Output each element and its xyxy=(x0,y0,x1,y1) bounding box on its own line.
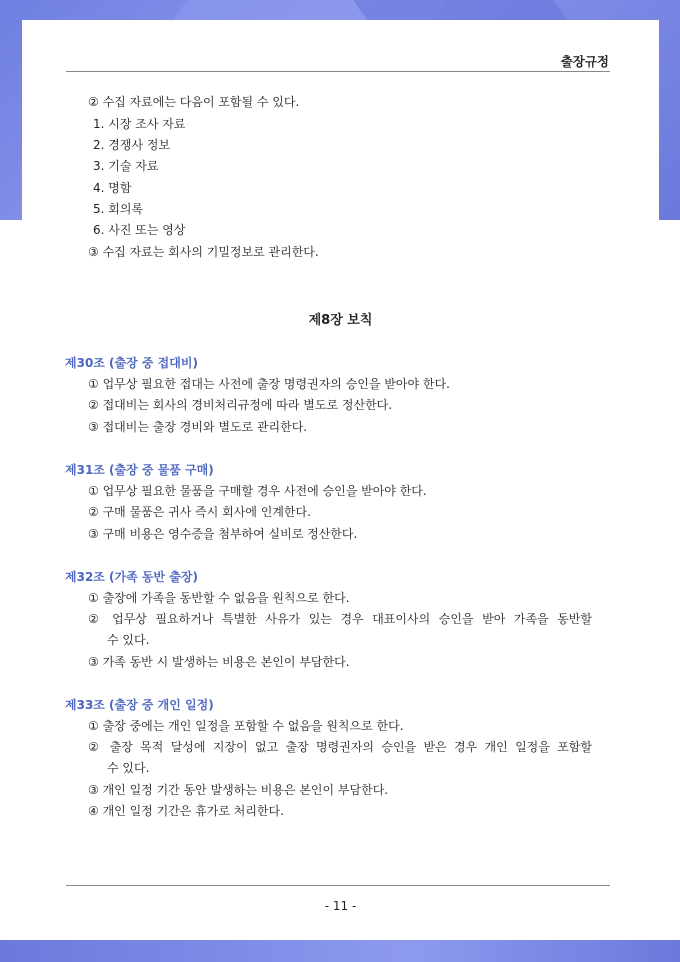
list-item: ① 업무상 필요한 접대는 사전에 출장 명령권자의 승인을 받아야 한다. xyxy=(88,377,450,391)
list-item: 5. 회의록 xyxy=(93,202,144,216)
list-item: ③ 접대비는 출장 경비와 별도로 관리한다. xyxy=(88,420,308,434)
list-item-continuation: 수 있다. xyxy=(107,633,150,647)
list-item: 6. 사진 또는 영상 xyxy=(93,223,186,237)
list-item: ④ 개인 일정 기간은 휴가로 처리한다. xyxy=(88,804,284,818)
list-item: ① 출장 중에는 개인 일정을 포함할 수 없음을 원칙으로 한다. xyxy=(88,719,404,733)
list-item: ③ 개인 일정 기간 동안 발생하는 비용은 본인이 부담한다. xyxy=(88,783,389,797)
document-page xyxy=(22,20,659,940)
page-number: - 11 - xyxy=(324,899,357,913)
article-title: 제31조 (출장 중 물품 구매) xyxy=(65,463,214,477)
list-item: 3. 기술 자료 xyxy=(93,159,159,173)
list-item: 4. 명함 xyxy=(93,181,132,195)
chapter-title: 제8장 보칙 xyxy=(308,313,373,328)
list-item: ② 접대비는 회사의 경비처리규정에 따라 별도로 정산한다. xyxy=(88,398,393,412)
article-title: 제33조 (출장 중 개인 일정) xyxy=(65,698,214,712)
header-title: 출장규정 xyxy=(560,54,609,69)
list-item: ③ 수집 자료는 회사의 기밀정보로 관리한다. xyxy=(88,245,319,259)
list-item: ① 출장에 가족을 동반할 수 없음을 원칙으로 한다. xyxy=(88,591,350,605)
list-item: ② 구매 물품은 귀사 즉시 회사에 인계한다. xyxy=(88,505,311,519)
list-item: 1. 시장 조사 자료 xyxy=(93,117,186,131)
list-item: 2. 경쟁사 정보 xyxy=(93,138,171,152)
list-item: ① 업무상 필요한 물품을 구매할 경우 사전에 승인을 받아야 한다. xyxy=(88,484,427,498)
list-item: ② 수집 자료에는 다음이 포함될 수 있다. xyxy=(88,95,300,109)
header-divider xyxy=(66,71,610,72)
list-item: ② 출장 목적 달성에 지장이 없고 출장 명령권자의 승인을 받은 경우 개인 일정을 포함할 xyxy=(88,740,592,754)
article-title: 제32조 (가족 동반 출장) xyxy=(65,570,198,584)
list-item: ③ 가족 동반 시 발생하는 비용은 본인이 부담한다. xyxy=(88,655,350,669)
footer-divider xyxy=(66,885,610,886)
article-title: 제30조 (출장 중 접대비) xyxy=(65,356,198,370)
list-item: ② 업무상 필요하거나 특별한 사유가 있는 경우 대표이사의 승인을 받아 가족을 동반할 xyxy=(88,612,592,626)
list-item-continuation: 수 있다. xyxy=(107,761,150,775)
decor-shape xyxy=(353,0,567,20)
list-item: ③ 구매 비용은 영수증을 첨부하여 실비로 정산한다. xyxy=(88,527,358,541)
bottom-background xyxy=(0,940,680,962)
